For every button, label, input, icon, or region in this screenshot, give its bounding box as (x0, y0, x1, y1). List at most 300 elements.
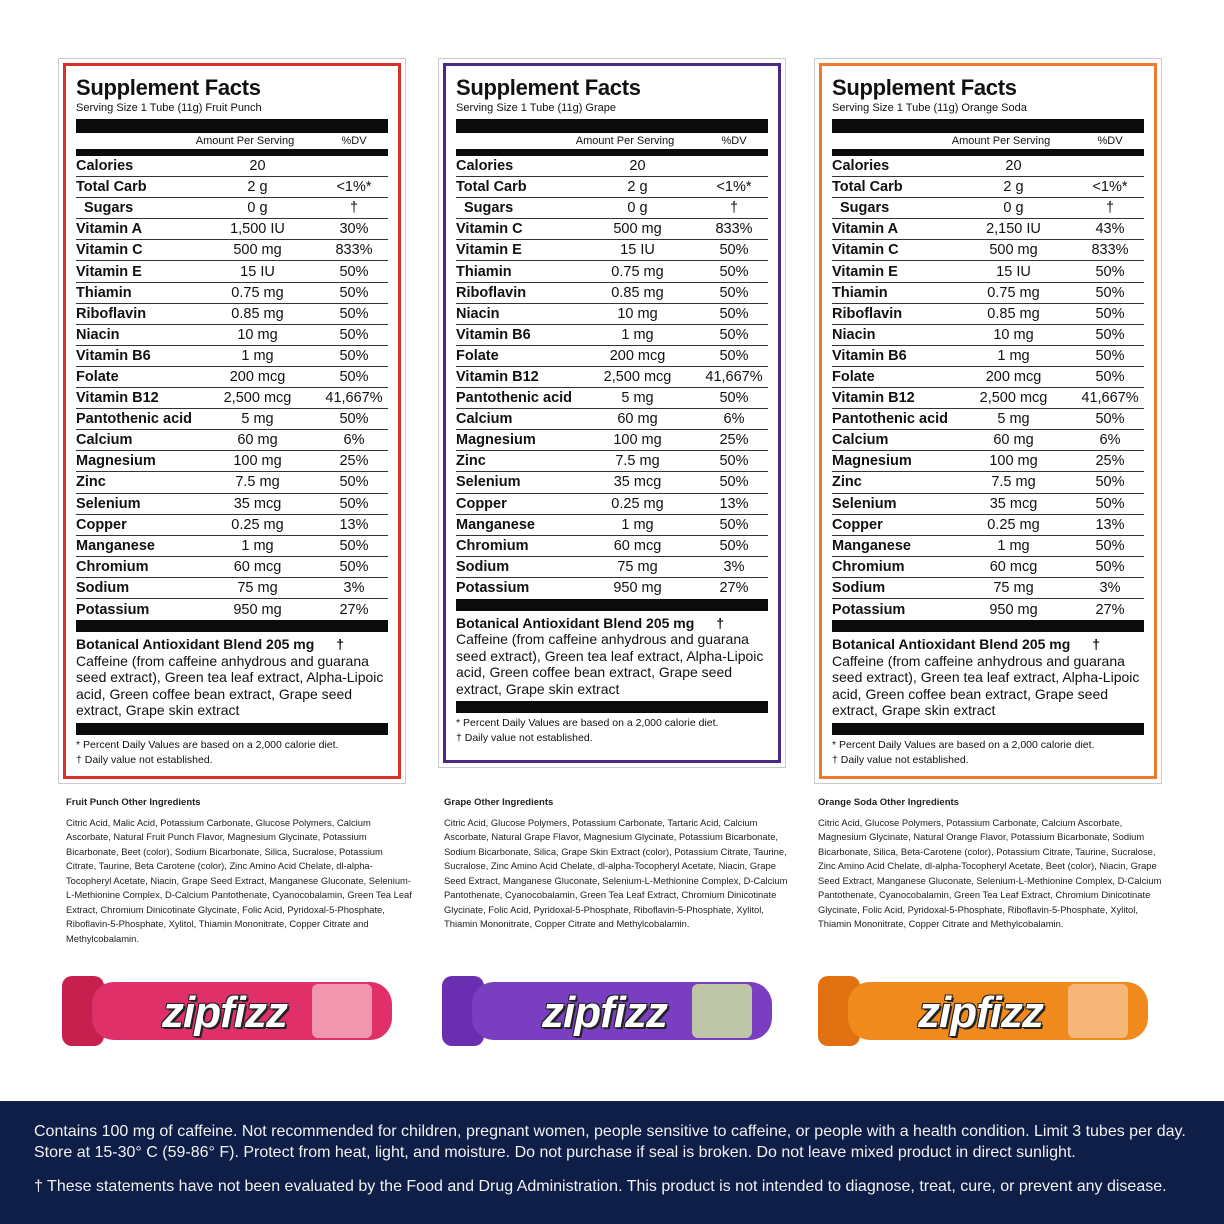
serving-size: Serving Size 1 Tube (11g) Grape (456, 102, 616, 114)
nutrient-dv: 50% (339, 474, 369, 491)
nutrient-row (832, 599, 1144, 620)
nutrient-name: Vitamin B6 (832, 347, 907, 364)
nutrient-amount: 10 mg (237, 326, 278, 343)
nutrient-name: Magnesium (456, 432, 536, 449)
nutrient-name: Riboflavin (832, 305, 903, 322)
nutrient-name: Vitamin E (832, 263, 898, 280)
nutrient-amount: 0 g (627, 200, 648, 217)
nutrient-name: Chromium (832, 558, 905, 575)
nutrient-row (832, 325, 1144, 346)
nutrient-amount: 7.5 mg (991, 474, 1036, 491)
nutrient-name: Sugars (84, 200, 134, 217)
nutrient-dv: 13% (719, 495, 749, 512)
blend-dagger: † (336, 636, 345, 653)
ingredients-title: Grape Other Ingredients (444, 797, 554, 808)
nutrient-amount: 75 mg (993, 579, 1034, 596)
nutrient-name: Calcium (456, 411, 513, 428)
nutrient-amount: 60 mcg (989, 558, 1038, 575)
product-tube-orange-soda (818, 970, 1154, 1052)
nutrient-name: Selenium (456, 474, 521, 491)
ingredients-text: Citric Acid, Glucose Polymers, Potassium Carbonate, Tartaric Acid, Calcium Ascorbate, Natural Grape Flavor, Magnesium Glycinate, Potassium Bicarbonate, Sodium Bicarbonate, Silica, Grape Skin Extract (color), Potassium Citrate, Taurine, Sucralose, Zinc Amino Acid Chelate, dl-alpha-Tocopheryl Acetate, Niacin, Grape Seed Extract, Manganese Gluconate, Selenium-L-Methionine Complex, D-Calcium Pantothenate, Cyanocobalamin, Green Tea Leaf Extract, Chromium Dinicotinate Glycinate, Folic Acid, Pyridoxal-5-Phosphate, Riboflavin-5-Phosphate, Xylitol, Thiamin Mononitrate, Copper Citrate and Methylcobalamin. (444, 816, 788, 929)
serving-size: Serving Size 1 Tube (11g) Orange Soda (832, 102, 1027, 114)
divider-bar (76, 620, 388, 632)
nutrient-name: Vitamin C (76, 242, 143, 259)
nutrient-amount: 0.25 mg (611, 495, 664, 512)
nutrient-row (456, 409, 768, 430)
zipfizz-logo: zipfizz (918, 988, 1043, 1037)
nutrient-dv: 25% (339, 453, 369, 470)
nutrient-dv: 50% (339, 368, 369, 385)
nutrient-dv: 50% (339, 411, 369, 428)
ingredients-text: Citric Acid, Malic Acid, Potassium Carbonate, Glucose Polymers, Calcium Ascorbate, Natural Fruit Punch Flavor, Magnesium Glycinate, Potassium Bicarbonate, Beet (color), Sodium Bicarbonate, Silica, Sucralose, Potassium Citrate, Taurine, Beta Carotene (color), Zinc Amino Acid Chelate, dl-alpha-Tocopheryl Acetate, Niacin, Grape Seed Extract, Manganese Gluconate, Selenium-L-Methionine Complex, D-Calcium Pantothenate, Cyanocobalamin, Green Tea Leaf Extract, Chromium Dinicotinate Glycinate, Folic Acid, Pyridoxal-5-Phosphate, Riboflavin-5-Phosphate, Xylitol, Thiamin Mononitrate, Copper Citrate and Methylcobalamin. (66, 816, 412, 944)
nutrient-dv: 6% (1099, 432, 1121, 449)
nutrient-row (832, 240, 1144, 261)
nutrient-row (832, 515, 1144, 536)
nutrient-row (456, 346, 768, 367)
nutrient-dv: <1%* (716, 179, 752, 196)
nutrient-row (832, 536, 1144, 557)
nutrient-name: Copper (76, 516, 127, 533)
panel-title: Supplement Facts (832, 75, 1017, 100)
nutrient-name: Folate (832, 368, 875, 385)
nutrient-row (832, 346, 1144, 367)
nutrient-row (456, 283, 768, 304)
nutrient-name: Vitamin B6 (456, 326, 531, 343)
nutrient-row (76, 557, 388, 578)
warning-footer (0, 1101, 1224, 1224)
nutrient-dv: <1%* (1092, 179, 1128, 196)
nutrient-row (832, 578, 1144, 599)
ingredients-title: Orange Soda Other Ingredients (818, 797, 959, 808)
zipfizz-logo: zipfizz (542, 988, 667, 1037)
nutrient-dv: 833% (715, 221, 753, 238)
nutrient-name: Thiamin (76, 284, 132, 301)
nutrient-dv: 50% (1095, 347, 1125, 364)
nutrient-dv: 50% (719, 284, 749, 301)
footnotes (456, 713, 768, 746)
nutrient-name: Sugars (464, 200, 514, 217)
nutrient-amount: 2 g (627, 179, 648, 196)
footnotes (76, 735, 388, 768)
nutrient-name: Vitamin B12 (76, 390, 159, 407)
nutrient-dv: 50% (719, 326, 749, 343)
nutrient-name: Sodium (76, 579, 130, 596)
panel-title: Supplement Facts (76, 75, 261, 100)
nutrient-amount: 1 mg (997, 347, 1030, 364)
nutrient-row (456, 198, 768, 219)
nutrient-amount: 15 IU (240, 263, 275, 280)
nutrient-amount: 0.25 mg (987, 516, 1040, 533)
nutrient-row (832, 430, 1144, 451)
dv-header: %DV (341, 135, 367, 147)
nutrient-name: Potassium (832, 601, 906, 618)
nutrient-amount: 1 mg (241, 347, 274, 364)
nutrient-rows (832, 156, 1144, 620)
divider-bar (76, 723, 388, 735)
nutrient-name: Vitamin B12 (832, 390, 915, 407)
nutrient-dv: 6% (723, 411, 745, 428)
nutrient-row (76, 451, 388, 472)
nutrient-name: Total Carb (456, 179, 527, 196)
nutrient-dv: 27% (719, 580, 749, 597)
nutrient-name: Niacin (832, 326, 876, 343)
nutrient-row (832, 388, 1144, 409)
nutrient-dv: 50% (1095, 537, 1125, 554)
nutrient-row (76, 409, 388, 430)
nutrient-amount: 500 mg (613, 221, 662, 238)
nutrient-row (832, 472, 1144, 493)
nutrient-amount: 0.75 mg (231, 284, 284, 301)
supplement-facts-panel-orange-soda (814, 58, 1162, 784)
nutrient-dv: 50% (1095, 368, 1125, 385)
nutrient-name: Vitamin A (832, 221, 899, 238)
nutrient-row (832, 219, 1144, 240)
nutrient-name: Sodium (456, 558, 510, 575)
nutrient-dv: 50% (1095, 305, 1125, 322)
nutrient-row (456, 472, 768, 493)
nutrient-dv: 50% (719, 474, 749, 491)
nutrient-row (456, 367, 768, 388)
nutrient-amount: 10 mg (617, 305, 658, 322)
nutrient-amount: 100 mg (233, 453, 282, 470)
nutrient-amount: 5 mg (241, 411, 274, 428)
nutrient-row (76, 219, 388, 240)
dv-header: %DV (1097, 135, 1123, 147)
nutrient-name: Vitamin B6 (76, 347, 151, 364)
nutrient-row (456, 494, 768, 515)
nutrient-dv: 50% (339, 263, 369, 280)
nutrient-row (832, 304, 1144, 325)
other-ingredients-fruit-punch (66, 796, 414, 946)
nutrient-amount: 10 mg (993, 326, 1034, 343)
nutrient-row (832, 409, 1144, 430)
product-tube-fruit-punch (62, 970, 398, 1052)
nutrient-amount: 950 mg (989, 601, 1038, 618)
blend-text: Caffeine (from caffeine anhydrous and guarana seed extract), Green tea leaf extract, Alpha-Lipoic acid, Green coffee bean extract, Grape seed extract, Grape skin extract (832, 652, 1140, 719)
nutrient-dv: 41,667% (1081, 390, 1139, 407)
nutrient-name: Folate (456, 347, 499, 364)
panel-border (63, 63, 401, 779)
nutrient-row (76, 283, 388, 304)
ingredients-text: Citric Acid, Glucose Polymers, Potassium Carbonate, Calcium Ascorbate, Magnesium Glycinate, Natural Orange Flavor, Potassium Bicarbonate, Sodium Bicarbonate, Silica, Beta-Carotene (color), Potassium Citrate, Taurine, Sucralose, Zinc Amino Acid Chelate, dl-alpha-Tocopheryl Acetate, Beet (color), Niacin, Grape Seed Extract, Manganese Gluconate, Selenium-L-Methionine Complex, D-Calcium Pantothenate, Cyanocobalamin, Green Tea Leaf Extract, Chromium Dinicotinate Glycinate, Folic Acid, Pyridoxal-5-Phosphate, Riboflavin-5-Phosphate, Xylitol, Thiamin Mononitrate, Copper Citrate and Methylcobalamin. (818, 816, 1162, 929)
divider-bar (832, 723, 1144, 735)
nutrient-name: Total Carb (76, 179, 147, 196)
nutrient-dv: 41,667% (325, 390, 383, 407)
nutrient-row (456, 177, 768, 198)
nutrient-amount: 2,150 IU (986, 221, 1041, 238)
divider-bar (832, 119, 1144, 133)
nutrient-dv: 50% (1095, 326, 1125, 343)
nutrient-dv: 13% (339, 516, 369, 533)
nutrient-dv: 41,667% (705, 368, 763, 385)
nutrient-amount: 2,500 mcg (223, 390, 292, 407)
nutrient-name: Magnesium (76, 453, 156, 470)
blend-dagger: † (716, 614, 725, 631)
nutrient-row (832, 156, 1144, 177)
nutrient-row (832, 283, 1144, 304)
nutrient-dv: 50% (719, 242, 749, 259)
nutrient-name: Magnesium (832, 453, 912, 470)
nutrient-dv: 50% (719, 390, 749, 407)
nutrient-dv: 50% (719, 537, 749, 554)
nutrient-name: Sugars (840, 200, 890, 217)
nutrient-amount: 200 mcg (609, 347, 666, 364)
nutrient-amount: 1,500 IU (230, 221, 285, 238)
blend-name: Botanical Antioxidant Blend 205 mg (832, 636, 1071, 653)
nutrient-amount: 2 g (247, 179, 268, 196)
divider-bar (456, 599, 768, 611)
nutrient-dv: 50% (339, 347, 369, 364)
nutrient-amount: 35 mcg (613, 474, 662, 491)
footnotes (832, 735, 1144, 768)
nutrient-dv: 50% (719, 263, 749, 280)
nutrient-amount: 1 mg (621, 516, 654, 533)
nutrient-dv: <1%* (336, 179, 372, 196)
divider-bar (456, 119, 768, 133)
nutrient-amount: 950 mg (613, 580, 662, 597)
nutrient-name: Vitamin A (76, 221, 143, 238)
nutrient-dv: 25% (1095, 453, 1125, 470)
nutrient-amount: 7.5 mg (615, 453, 660, 470)
blend-text: Caffeine (from caffeine anhydrous and guarana seed extract), Green tea leaf extract, Alpha-Lipoic acid, Green coffee bean extract, Grape seed extract, Grape skin extract (76, 652, 384, 719)
footnote-dagger: † Daily value not established. (832, 753, 969, 766)
nutrient-row (76, 472, 388, 493)
other-ingredients-grape (444, 796, 792, 932)
nutrient-row (76, 515, 388, 536)
supplement-facts-panel-fruit-punch (58, 58, 406, 784)
column-header (456, 133, 768, 150)
nutrient-row (456, 536, 768, 557)
nutrient-amount: 20 (249, 158, 266, 175)
nutrient-amount: 500 mg (233, 242, 282, 259)
nutrient-name: Chromium (76, 558, 149, 575)
nutrient-dv: 27% (339, 601, 369, 618)
nutrient-name: Folate (76, 368, 119, 385)
nutrient-row (456, 325, 768, 346)
nutrient-row (76, 536, 388, 557)
nutrient-row (456, 240, 768, 261)
nutrient-row (76, 346, 388, 367)
nutrient-row (456, 430, 768, 451)
column-header (832, 133, 1144, 150)
nutrient-name: Niacin (456, 305, 500, 322)
nutrient-amount: 5 mg (997, 411, 1030, 428)
nutrient-row (456, 219, 768, 240)
nutrient-row (76, 367, 388, 388)
nutrient-name: Copper (456, 495, 507, 512)
nutrient-row (76, 430, 388, 451)
botanical-blend (76, 632, 388, 719)
divider-bar (76, 119, 388, 133)
nutrient-name: Calories (76, 158, 134, 175)
nutrient-row (456, 578, 768, 599)
divider-bar (832, 620, 1144, 632)
nutrient-name: Thiamin (456, 263, 512, 280)
nutrient-row (456, 515, 768, 536)
nutrient-row (76, 261, 388, 282)
divider-bar (456, 701, 768, 713)
nutrient-row (76, 494, 388, 515)
nutrient-dv: 43% (1095, 221, 1125, 238)
amount-header: Amount Per Serving (195, 135, 295, 147)
nutrient-dv: † (729, 200, 739, 217)
dv-header: %DV (721, 135, 747, 147)
nutrient-name: Zinc (456, 453, 486, 470)
nutrient-amount: 100 mg (613, 432, 662, 449)
nutrient-dv: 50% (1095, 474, 1125, 491)
nutrient-dv: 50% (339, 305, 369, 322)
product-tube-grape (442, 970, 778, 1052)
nutrient-dv: 27% (1095, 601, 1125, 618)
nutrient-name: Chromium (456, 537, 529, 554)
nutrient-name: Manganese (76, 537, 155, 554)
nutrient-amount: 60 mcg (613, 537, 662, 554)
blend-name: Botanical Antioxidant Blend 205 mg (76, 636, 315, 653)
nutrient-amount: 60 mg (237, 432, 278, 449)
fda-disclaimer: † These statements have not been evaluated by the Food and Drug Administration. This product is not intended to diagnose, treat, cure, or prevent any disease. (34, 1178, 1167, 1195)
nutrient-amount: 1 mg (997, 537, 1030, 554)
nutrient-name: Total Carb (832, 179, 903, 196)
nutrient-amount: 20 (1005, 158, 1022, 175)
nutrient-name: Pantothenic acid (76, 411, 193, 428)
nutrient-dv: 3% (1099, 579, 1121, 596)
nutrient-amount: 5 mg (621, 390, 654, 407)
nutrient-dv: 50% (1095, 284, 1125, 301)
nutrient-dv: 833% (1091, 242, 1129, 259)
nutrient-dv: 50% (719, 453, 749, 470)
footnote-dv: * Percent Daily Values are based on a 2,000 calorie diet. (76, 738, 339, 751)
nutrient-dv: 50% (339, 495, 369, 512)
blend-dagger: † (1092, 636, 1101, 653)
nutrient-name: Pantothenic acid (832, 411, 949, 428)
nutrient-amount: 500 mg (989, 242, 1038, 259)
nutrient-amount: 1 mg (241, 537, 274, 554)
nutrient-name: Riboflavin (456, 284, 527, 301)
nutrient-dv: 50% (719, 516, 749, 533)
nutrient-name: Pantothenic acid (456, 390, 573, 407)
nutrient-dv: † (1105, 200, 1115, 217)
serving-size: Serving Size 1 Tube (11g) Fruit Punch (76, 102, 262, 114)
botanical-blend (832, 632, 1144, 719)
nutrient-dv: 50% (1095, 558, 1125, 575)
nutrient-row (76, 304, 388, 325)
nutrient-row (76, 325, 388, 346)
nutrient-dv: 50% (339, 284, 369, 301)
nutrient-amount: 35 mcg (989, 495, 1038, 512)
botanical-blend (456, 611, 768, 698)
footnote-dv: * Percent Daily Values are based on a 2,000 calorie diet. (456, 717, 719, 730)
nutrient-name: Niacin (76, 326, 120, 343)
nutrient-amount: 2,500 mcg (979, 390, 1048, 407)
nutrient-row (832, 557, 1144, 578)
nutrient-row (832, 451, 1144, 472)
nutrient-row (456, 388, 768, 409)
blend-name: Botanical Antioxidant Blend 205 mg (456, 614, 695, 631)
nutrient-row (832, 494, 1144, 515)
nutrient-dv: 50% (1095, 263, 1125, 280)
nutrient-name: Selenium (76, 495, 141, 512)
nutrient-name: Manganese (456, 516, 535, 533)
nutrient-row (456, 557, 768, 578)
other-ingredients-orange-soda (818, 796, 1166, 932)
nutrient-amount: 200 mcg (229, 368, 286, 385)
nutrient-name: Vitamin C (832, 242, 899, 259)
nutrient-row (76, 177, 388, 198)
nutrient-amount: 35 mcg (233, 495, 282, 512)
nutrient-amount: 950 mg (233, 601, 282, 618)
panel-border (819, 63, 1157, 779)
nutrient-row (832, 261, 1144, 282)
nutrient-rows (456, 156, 768, 599)
zipfizz-logo: zipfizz (162, 988, 287, 1037)
supplement-facts-panel-grape (438, 58, 786, 768)
nutrient-amount: 0.75 mg (987, 284, 1040, 301)
nutrient-amount: 0.85 mg (231, 305, 284, 322)
blend-text: Caffeine (from caffeine anhydrous and guarana seed extract), Green tea leaf extract, Alpha-Lipoic acid, Green coffee bean extract, Grape seed extract, Grape skin extract (456, 631, 764, 697)
nutrient-amount: 60 mcg (233, 558, 282, 575)
nutrient-amount: 7.5 mg (235, 474, 280, 491)
nutrient-row (76, 240, 388, 261)
nutrient-amount: 0.25 mg (231, 516, 284, 533)
nutrient-row (76, 578, 388, 599)
nutrient-row (76, 156, 388, 177)
nutrient-dv: 30% (339, 221, 369, 238)
nutrient-name: Calories (832, 158, 890, 175)
nutrient-amount: 200 mcg (985, 368, 1042, 385)
nutrient-dv: 833% (335, 242, 373, 259)
nutrient-dv: 25% (719, 432, 749, 449)
nutrient-dv: 50% (339, 326, 369, 343)
nutrient-dv: 50% (339, 558, 369, 575)
nutrient-row (456, 451, 768, 472)
nutrient-dv: 3% (723, 558, 745, 575)
nutrient-name: Vitamin C (456, 221, 523, 238)
panel-title: Supplement Facts (456, 75, 641, 100)
nutrient-amount: 75 mg (237, 579, 278, 596)
nutrient-row (456, 304, 768, 325)
nutrient-amount: 60 mg (993, 432, 1034, 449)
nutrient-row (76, 388, 388, 409)
caffeine-warning: Contains 100 mg of caffeine. Not recommended for children, pregnant women, people sensitive to caffeine, or people with a health condition. Limit 3 tubes per day. Store at 15-30° C (59-86° F). Protect from heat, light, and moisture. Do not purchase if seal is broken. Do not leave mixed product in direct sunlight. (34, 1123, 1186, 1161)
nutrient-name: Vitamin B12 (456, 368, 539, 385)
nutrient-amount: 0.85 mg (611, 284, 664, 301)
nutrient-name: Calories (456, 158, 514, 175)
nutrient-row (76, 198, 388, 219)
nutrient-amount: 15 IU (620, 242, 655, 259)
nutrient-name: Calcium (76, 432, 133, 449)
nutrient-rows (76, 156, 388, 620)
nutrient-amount: 1 mg (621, 326, 654, 343)
nutrient-name: Copper (832, 516, 883, 533)
nutrient-amount: 75 mg (617, 558, 658, 575)
nutrient-name: Riboflavin (76, 305, 147, 322)
nutrient-row (832, 198, 1144, 219)
nutrient-name: Selenium (832, 495, 897, 512)
amount-header: Amount Per Serving (575, 135, 675, 147)
nutrient-dv: 50% (719, 347, 749, 364)
nutrient-amount: 0.75 mg (611, 263, 664, 280)
footnote-dagger: † Daily value not established. (76, 753, 213, 766)
nutrient-name: Potassium (456, 580, 530, 597)
column-header (76, 133, 388, 150)
nutrient-row (76, 599, 388, 620)
panel-border (443, 63, 781, 763)
nutrient-amount: 0.85 mg (987, 305, 1040, 322)
nutrient-name: Vitamin E (76, 263, 142, 280)
amount-header: Amount Per Serving (951, 135, 1051, 147)
nutrient-dv: 50% (719, 305, 749, 322)
nutrient-amount: 20 (629, 158, 646, 175)
